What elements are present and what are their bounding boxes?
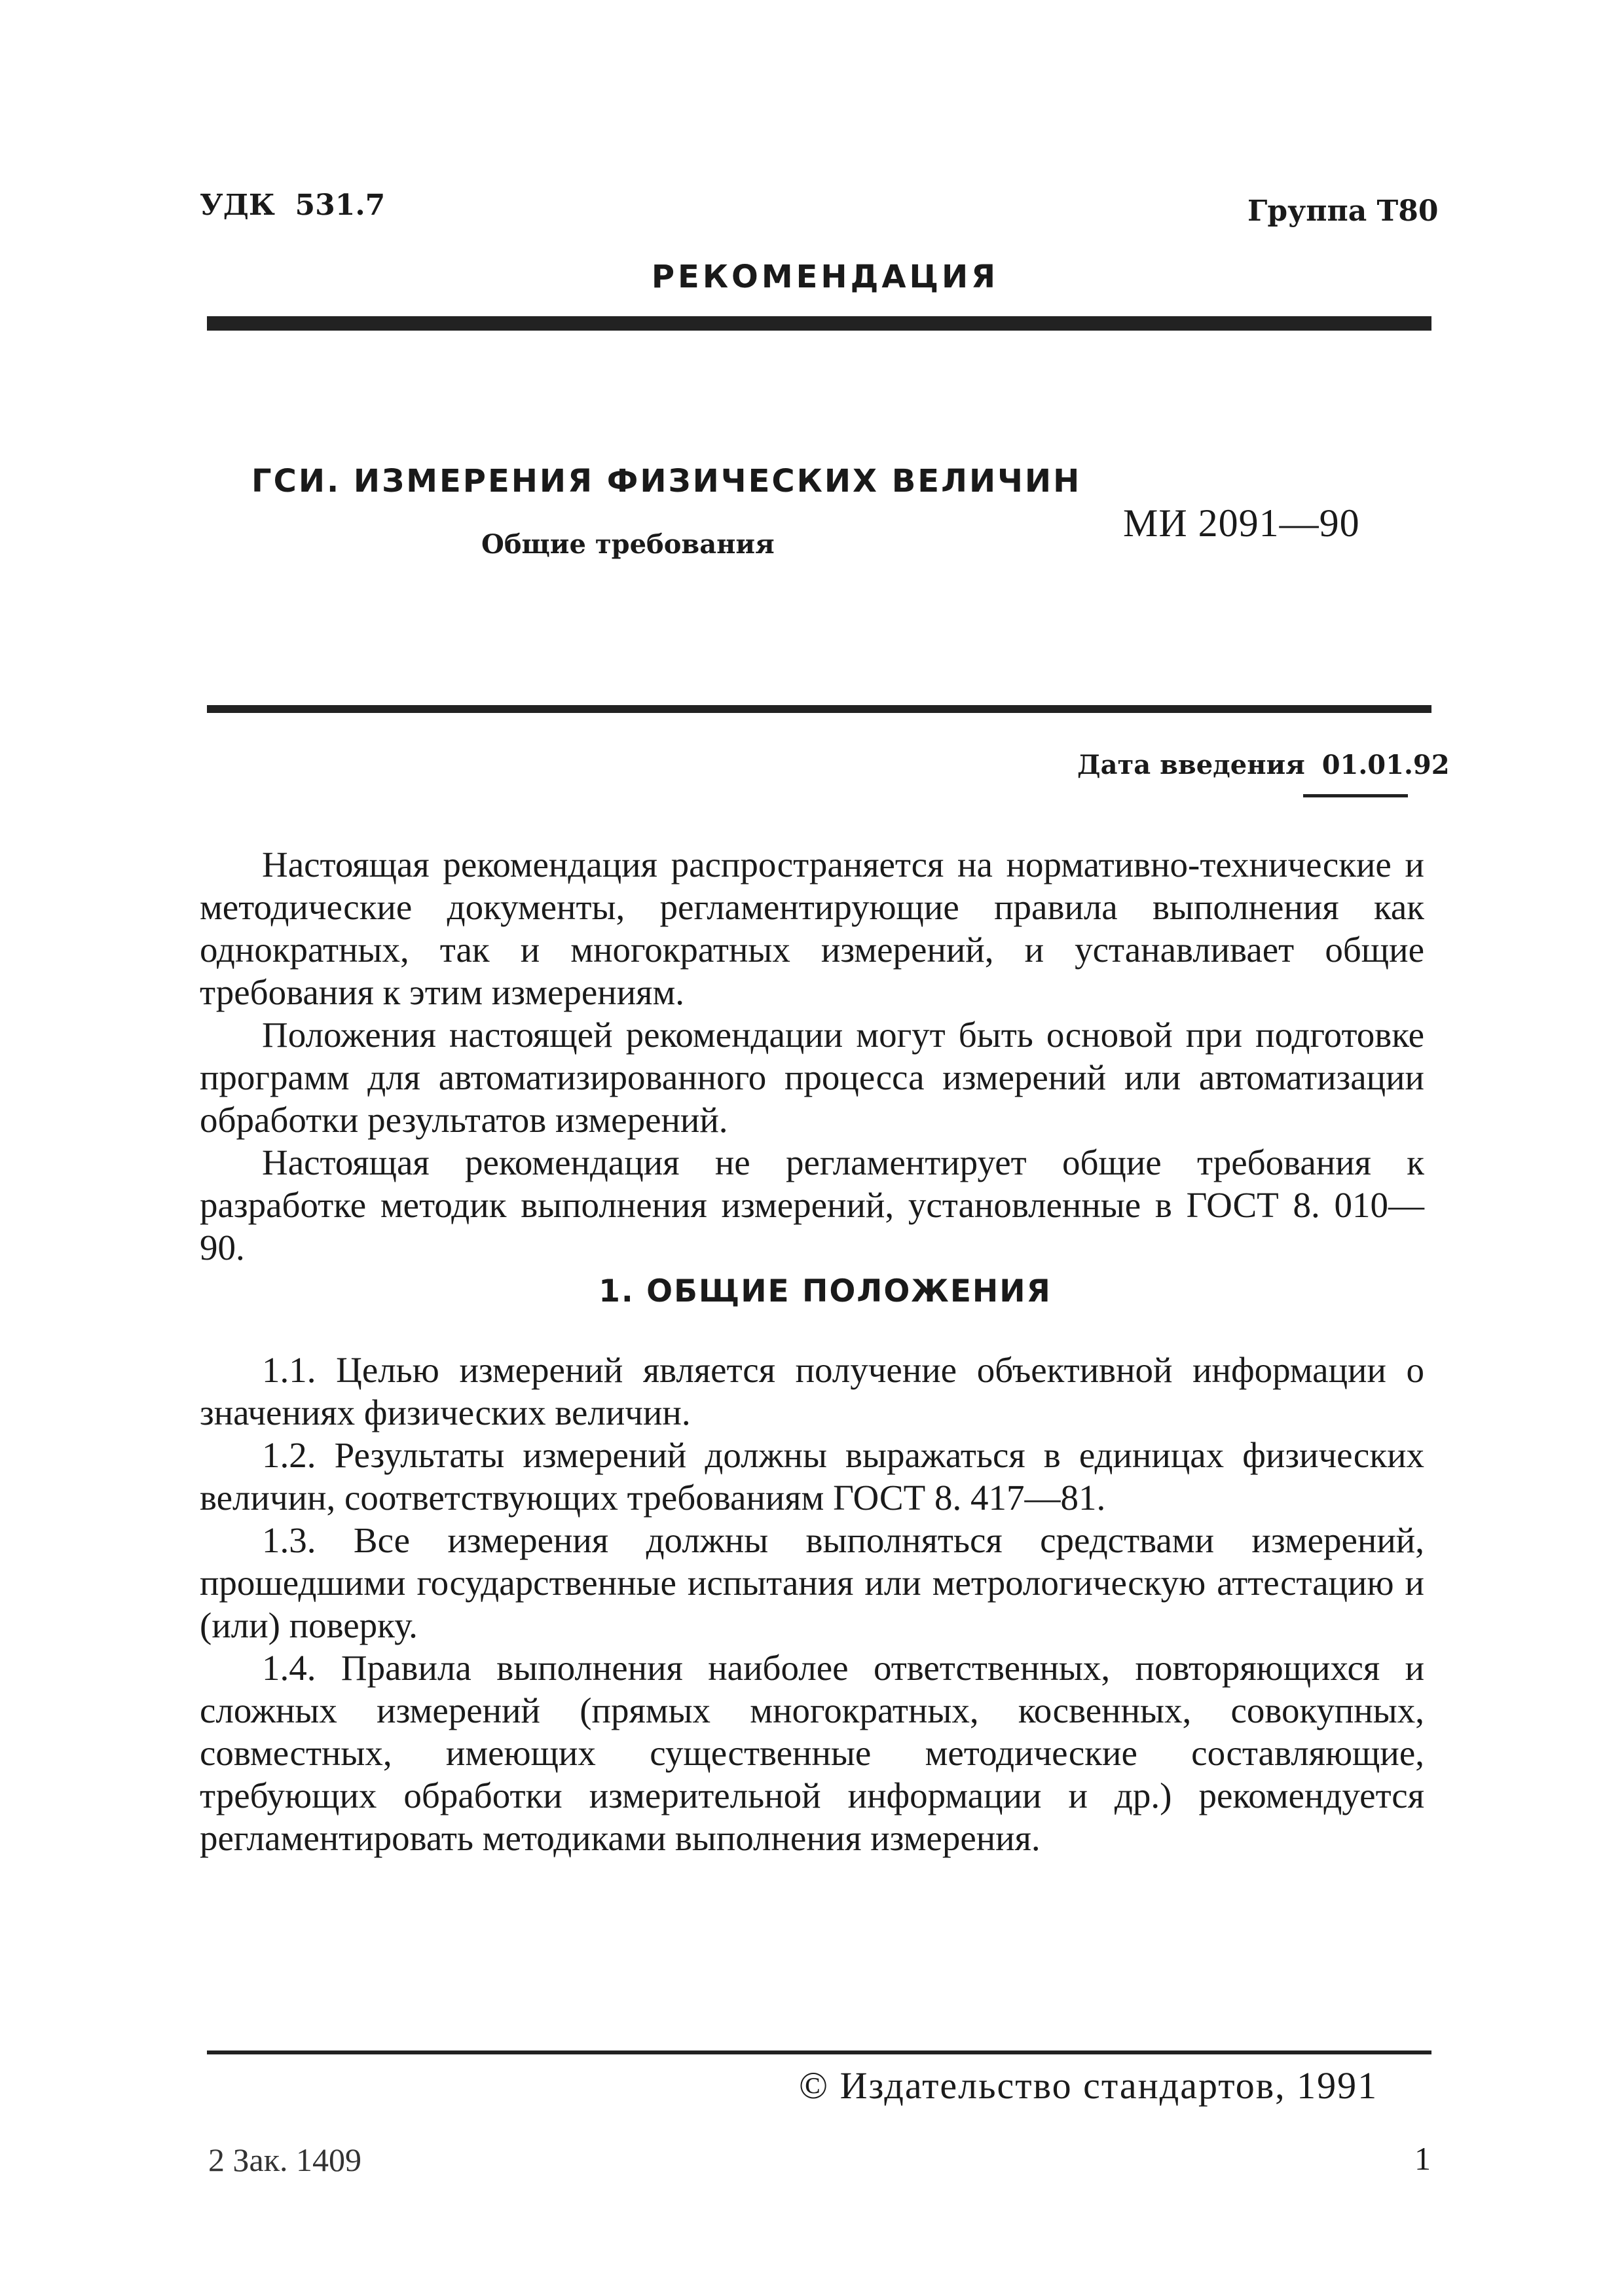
- section-items: [200, 1349, 1424, 1859]
- doc-type-heading: РЕКОМЕНДАЦИЯ: [651, 259, 999, 295]
- print-order: 2 Зак. 1409: [208, 2141, 362, 2178]
- section-item: 1.3. Все измерения должны выполняться средствами измерений, прошедшими государственные испытания или метрологическую аттестацию и (или) поверку.: [200, 1520, 1424, 1645]
- intro-paragraph: Положения настоящей рекомендации могут быть основой при подготовке программ для автоматизированного процесса измерений или автоматизации обработки результатов измерений.: [200, 1015, 1424, 1140]
- intro-paragraph: Настоящая рекомендация не регламентирует общие требования к разработке методик выполнения измерений, установленные в ГОСТ 8. 010—90.: [200, 1142, 1424, 1267]
- section-item: 1.1. Целью измерений является получение объективной информации о значениях физических величин.: [200, 1350, 1424, 1432]
- intro-paragraph: Настоящая рекомендация распространяется на нормативно-технические и методические документы, регламентирующие правила выполнения как однократных, так и многократных измерений, и устанавливает общие требования к этим измерениям.: [200, 845, 1424, 1012]
- section-heading: 1. ОБЩИЕ ПОЛОЖЕНИЯ: [599, 1273, 1052, 1309]
- section-item: 1.2. Результаты измерений должны выражаться в единицах физических величин, соответствующих требованиям ГОСТ 8. 417—81.: [200, 1435, 1424, 1518]
- udk-code: УДК 531.7: [200, 189, 386, 222]
- footer-rule: [207, 2050, 1431, 2054]
- effective-date-underline: [1303, 794, 1408, 797]
- copyright-notice: © Издательство стандартов, 1991: [799, 2064, 1378, 2107]
- document-subtitle: Общие требования: [481, 529, 775, 560]
- intro-text: [200, 843, 1424, 1269]
- section-item: 1.4. Правила выполнения наиболее ответственных, повторяющихся и сложных измерений (прямых многократных, косвенных, совокупных, совместных, имеющих существенные методические составляющие, требующих обработки измерительной информации и др.) рекомендуется регламентировать методиками выполнения измерения.: [200, 1648, 1424, 1858]
- group-code: Группа Т80: [1247, 194, 1439, 228]
- title-rule: [207, 705, 1431, 713]
- document-title: ГСИ. ИЗМЕРЕНИЯ ФИЗИЧЕСКИХ ВЕЛИЧИН: [251, 463, 1082, 500]
- effective-date-value: 01.01.92: [1321, 750, 1450, 780]
- document-code: МИ 2091—90: [1123, 501, 1360, 545]
- top-rule: [207, 316, 1431, 331]
- page-number: 1: [1414, 2140, 1431, 2177]
- effective-date: [1077, 750, 1450, 780]
- effective-date-label: Дата введения: [1077, 750, 1305, 780]
